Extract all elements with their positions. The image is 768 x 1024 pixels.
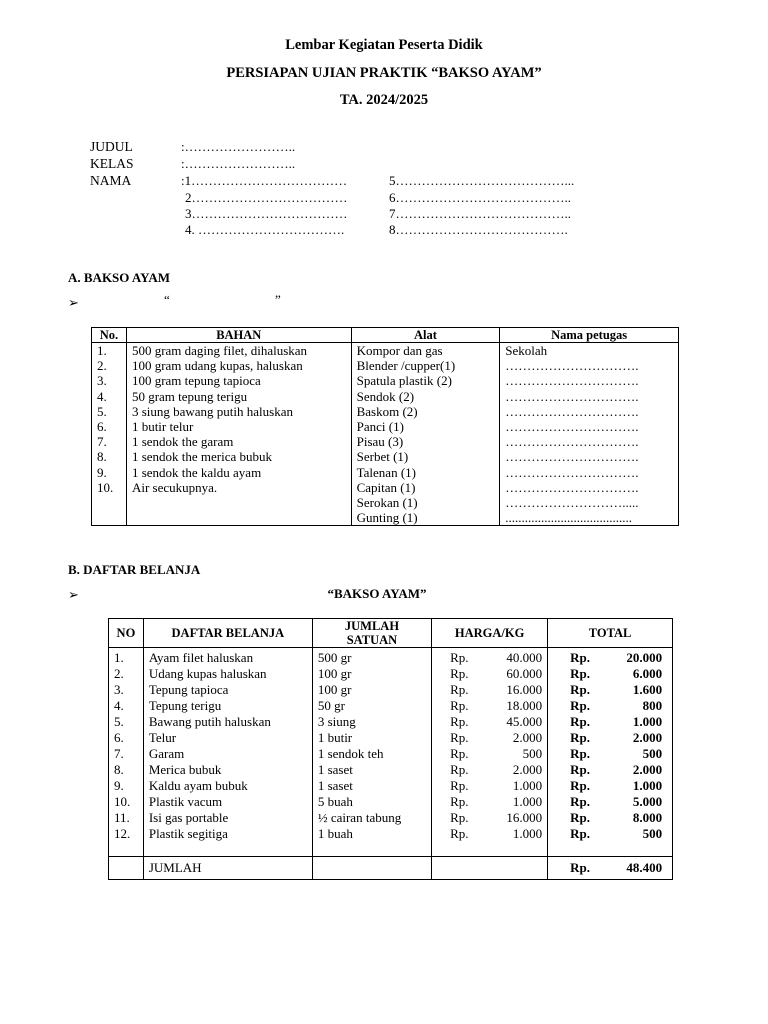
cell-no: 3. bbox=[92, 373, 127, 388]
ingredient-row bbox=[92, 419, 679, 434]
ingredient-row bbox=[92, 449, 679, 464]
cell-total: Rp. 500 bbox=[548, 826, 673, 842]
quote-close: ” bbox=[275, 292, 281, 307]
kelas-field[interactable]: :…………………….. bbox=[181, 156, 296, 171]
nama-field-5[interactable]: 5…………………………………... bbox=[389, 173, 575, 188]
cell-bahan: Air secukupnya. bbox=[126, 480, 351, 495]
section-b-title: B. DAFTAR BELANJA bbox=[68, 562, 201, 577]
ingredient-row bbox=[92, 358, 679, 373]
ingredient-row bbox=[92, 404, 679, 419]
cell-no: 2. bbox=[92, 358, 127, 373]
kelas-label: KELAS bbox=[90, 156, 134, 171]
nama-field-6[interactable]: 6………………………………….. bbox=[389, 190, 571, 205]
cell-petugas[interactable]: …………………………. bbox=[500, 389, 679, 404]
cell-no: 10. bbox=[92, 480, 127, 495]
cell-bahan bbox=[126, 510, 351, 526]
cell-no: 9. bbox=[109, 778, 144, 794]
ingredient-row bbox=[92, 510, 679, 526]
col-no: NO bbox=[109, 619, 144, 648]
cell-alat: Panci (1) bbox=[351, 419, 500, 434]
cell-item: Plastik vacum bbox=[143, 794, 312, 810]
col-total: TOTAL bbox=[548, 619, 673, 648]
cell-petugas[interactable]: …………………………. bbox=[500, 373, 679, 388]
cell-qty: 1 saset bbox=[312, 762, 431, 778]
nama-field-1[interactable]: :1……………………………… bbox=[181, 173, 348, 188]
shopping-row bbox=[109, 730, 673, 746]
cell-total: Rp. 2.000 bbox=[548, 762, 673, 778]
cell-alat: Serokan (1) bbox=[351, 495, 500, 510]
cell-no bbox=[92, 510, 127, 526]
cell-qty: ½ cairan tabung bbox=[312, 810, 431, 826]
cell-alat: Talenan (1) bbox=[351, 465, 500, 480]
cell-no: 3. bbox=[109, 682, 144, 698]
nama-field-4[interactable]: 4. ……………………………. bbox=[185, 222, 345, 237]
nama-label: NAMA bbox=[90, 173, 132, 188]
cell-no: 8. bbox=[92, 449, 127, 464]
col-bahan: BAHAN bbox=[126, 328, 351, 343]
shopping-row bbox=[109, 778, 673, 794]
cell-alat: Capitan (1) bbox=[351, 480, 500, 495]
shopping-row bbox=[109, 794, 673, 810]
cell-item: Kaldu ayam bubuk bbox=[143, 778, 312, 794]
cell-bahan: 500 gram daging filet, dihaluskan bbox=[126, 343, 351, 359]
cell-alat: Gunting (1) bbox=[351, 510, 500, 526]
cell-no: 2. bbox=[109, 666, 144, 682]
shopping-row bbox=[109, 714, 673, 730]
cell-price: Rp. 40.000 bbox=[432, 648, 548, 667]
nama-field-8[interactable]: 8…………………………………. bbox=[389, 222, 568, 237]
col-alat: Alat bbox=[351, 328, 500, 343]
ingredient-row bbox=[92, 480, 679, 495]
shopping-subtitle: “BAKSO AYAM” bbox=[327, 586, 427, 601]
cell-petugas[interactable]: …………………………. bbox=[500, 465, 679, 480]
cell-alat: Blender /cupper(1) bbox=[351, 358, 500, 373]
cell-item: Merica bubuk bbox=[143, 762, 312, 778]
cell-price: Rp. 1.000 bbox=[432, 826, 548, 842]
cell-bahan bbox=[126, 495, 351, 510]
cell-item: Telur bbox=[143, 730, 312, 746]
cell-bahan: 1 sendok the garam bbox=[126, 434, 351, 449]
cell-alat: Serbet (1) bbox=[351, 449, 500, 464]
cell-no: 4. bbox=[109, 698, 144, 714]
cell-alat: Pisau (3) bbox=[351, 434, 500, 449]
cell-bahan: 1 sendok the kaldu ayam bbox=[126, 465, 351, 480]
cell-price: Rp. 1.000 bbox=[432, 794, 548, 810]
cell-item: Isi gas portable bbox=[143, 810, 312, 826]
cell-no: 1. bbox=[109, 648, 144, 667]
cell-item: Tepung terigu bbox=[143, 698, 312, 714]
judul-label: JUDUL bbox=[90, 139, 133, 154]
cell-no: 7. bbox=[92, 434, 127, 449]
section-a-title: A. BAKSO AYAM bbox=[68, 270, 170, 285]
ingredients-table bbox=[91, 327, 679, 526]
cell-item: Plastik segitiga bbox=[143, 826, 312, 842]
cell-no: 6. bbox=[92, 419, 127, 434]
ingredient-row bbox=[92, 343, 679, 359]
shopping-table bbox=[108, 618, 673, 880]
nama-field-2[interactable]: 2……………………………… bbox=[185, 190, 348, 205]
shopping-row bbox=[109, 810, 673, 826]
cell-bahan: 1 sendok the merica bubuk bbox=[126, 449, 351, 464]
cell-no: 5. bbox=[92, 404, 127, 419]
shopping-row bbox=[109, 648, 673, 667]
cell-qty: 1 butir bbox=[312, 730, 431, 746]
cell-qty: 1 buah bbox=[312, 826, 431, 842]
cell-price: Rp. 2.000 bbox=[432, 730, 548, 746]
doc-year: TA. 2024/2025 bbox=[339, 92, 429, 108]
shopping-row bbox=[109, 746, 673, 762]
cell-no: 1. bbox=[92, 343, 127, 359]
arrow-bullet-icon-2: ➢ bbox=[68, 587, 79, 602]
ingredient-row bbox=[92, 373, 679, 388]
cell-qty: 5 buah bbox=[312, 794, 431, 810]
col-harga: HARGA/KG bbox=[432, 619, 548, 648]
cell-total: Rp. 5.000 bbox=[548, 794, 673, 810]
cell-price: Rp. 16.000 bbox=[432, 682, 548, 698]
cell-price: Rp. 18.000 bbox=[432, 698, 548, 714]
cell-no: 10. bbox=[109, 794, 144, 810]
cell-petugas[interactable]: …………………………. bbox=[500, 480, 679, 495]
arrow-bullet-icon: ➢ bbox=[68, 295, 79, 310]
cell-no: 11. bbox=[109, 810, 144, 826]
cell-total: Rp. 2.000 bbox=[548, 730, 673, 746]
shopping-header-row bbox=[109, 619, 673, 648]
cell-petugas[interactable]: …………………………. bbox=[500, 404, 679, 419]
cell-price: Rp. 16.000 bbox=[432, 810, 548, 826]
judul-field[interactable]: :…………………….. bbox=[181, 139, 296, 154]
cell-alat: Kompor dan gas bbox=[351, 343, 500, 359]
col-jumlah: JUMLAH SATUAN bbox=[312, 619, 431, 648]
spacer-row bbox=[109, 842, 673, 857]
shopping-row bbox=[109, 826, 673, 842]
cell-item: Ayam filet haluskan bbox=[143, 648, 312, 667]
cell-item: Tepung tapioca bbox=[143, 682, 312, 698]
cell-no: 4. bbox=[92, 389, 127, 404]
cell-bahan: 100 gram udang kupas, haluskan bbox=[126, 358, 351, 373]
cell-price: Rp. 1.000 bbox=[432, 778, 548, 794]
ingredient-row bbox=[92, 434, 679, 449]
cell-petugas[interactable]: …………………………. bbox=[500, 419, 679, 434]
cell-total: Rp. 6.000 bbox=[548, 666, 673, 682]
cell-no: 6. bbox=[109, 730, 144, 746]
cell-qty: 1 saset bbox=[312, 778, 431, 794]
cell-qty: 3 siung bbox=[312, 714, 431, 730]
cell-alat: Spatula plastik (2) bbox=[351, 373, 500, 388]
col-no: No. bbox=[92, 328, 127, 343]
cell-no: 5. bbox=[109, 714, 144, 730]
cell-no: 8. bbox=[109, 762, 144, 778]
cell-qty: 500 gr bbox=[312, 648, 431, 667]
quote-open: “ bbox=[164, 292, 170, 307]
cell-petugas[interactable]: …………………………. bbox=[500, 358, 679, 373]
cell-bahan: 1 butir telur bbox=[126, 419, 351, 434]
cell-bahan: 100 gram tepung tapioca bbox=[126, 373, 351, 388]
cell-no: 9. bbox=[92, 465, 127, 480]
ingredient-row bbox=[92, 465, 679, 480]
cell-no: 12. bbox=[109, 826, 144, 842]
cell-petugas[interactable]: ....................................... bbox=[500, 510, 679, 526]
doc-subtitle: PERSIAPAN UJIAN PRAKTIK “BAKSO AYAM” bbox=[226, 65, 542, 81]
cell-price: Rp. 500 bbox=[432, 746, 548, 762]
ingredients-header-row bbox=[92, 328, 679, 343]
cell-petugas[interactable]: Sekolah bbox=[500, 343, 679, 359]
cell-item: Garam bbox=[143, 746, 312, 762]
nama-field-7[interactable]: 7………………………………….. bbox=[389, 206, 571, 221]
shopping-row bbox=[109, 762, 673, 778]
doc-title: Lembar Kegiatan Peserta Didik bbox=[285, 37, 483, 53]
cell-price: Rp. 45.000 bbox=[432, 714, 548, 730]
cell-petugas[interactable]: …………………………. bbox=[500, 449, 679, 464]
ingredient-row bbox=[92, 495, 679, 510]
shopping-row bbox=[109, 682, 673, 698]
cell-alat: Baskom (2) bbox=[351, 404, 500, 419]
cell-total: Rp. 8.000 bbox=[548, 810, 673, 826]
cell-price: Rp. 60.000 bbox=[432, 666, 548, 682]
cell-total: Rp. 1.000 bbox=[548, 714, 673, 730]
cell-petugas[interactable]: …………………………. bbox=[500, 434, 679, 449]
nama-field-3[interactable]: 3……………………………… bbox=[185, 206, 348, 221]
cell-qty: 100 gr bbox=[312, 682, 431, 698]
col-petugas: Nama petugas bbox=[500, 328, 679, 343]
shopping-row bbox=[109, 666, 673, 682]
cell-bahan: 50 gram tepung terigu bbox=[126, 389, 351, 404]
cell-bahan: 3 siung bawang putih haluskan bbox=[126, 404, 351, 419]
cell-total: Rp. 1.600 bbox=[548, 682, 673, 698]
sum-row bbox=[109, 857, 673, 880]
cell-qty: 1 sendok teh bbox=[312, 746, 431, 762]
cell-alat: Sendok (2) bbox=[351, 389, 500, 404]
sum-label: JUMLAH bbox=[143, 857, 312, 880]
shopping-row bbox=[109, 698, 673, 714]
sum-total: Rp. 48.400 bbox=[548, 857, 673, 880]
cell-item: Bawang putih haluskan bbox=[143, 714, 312, 730]
col-daftar: DAFTAR BELANJA bbox=[143, 619, 312, 648]
cell-petugas[interactable]: ………………………..... bbox=[500, 495, 679, 510]
cell-price: Rp. 2.000 bbox=[432, 762, 548, 778]
cell-no bbox=[92, 495, 127, 510]
cell-qty: 50 gr bbox=[312, 698, 431, 714]
cell-qty: 100 gr bbox=[312, 666, 431, 682]
cell-no: 7. bbox=[109, 746, 144, 762]
cell-item: Udang kupas haluskan bbox=[143, 666, 312, 682]
ingredient-row bbox=[92, 389, 679, 404]
cell-total: Rp. 800 bbox=[548, 698, 673, 714]
cell-total: Rp. 1.000 bbox=[548, 778, 673, 794]
cell-total: Rp. 500 bbox=[548, 746, 673, 762]
cell-total: Rp. 20.000 bbox=[548, 648, 673, 667]
